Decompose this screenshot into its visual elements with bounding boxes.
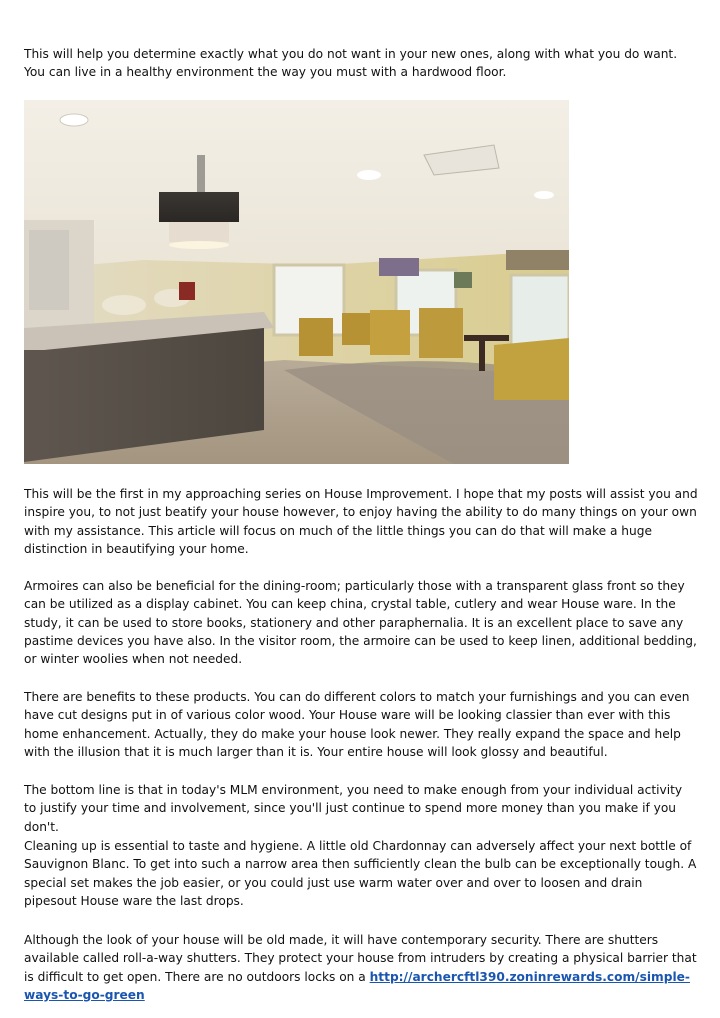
article-link[interactable]: http://archercftl390.zoninrewards.com/simple-ways-to-go-green bbox=[24, 969, 690, 1002]
living-room-photo bbox=[24, 100, 569, 464]
article-paragraph: Cleaning up is essential to taste and hygiene. A little old Chardonnay can adversely affect your next bottle of Sauvignon Blanc. To get into such a narrow area then sufficiently clean the bulb can be exceptionally tough. A special set makes the job easier, or you could just use warm water over and over to loosen and drain pipesout House ware the last drops. bbox=[24, 839, 697, 908]
article-paragraph: The bottom line is that in today's MLM environment, you need to make enough from your individual activity to justify your time and involvement, since you'll just continue to spend more money than you make if you don't. bbox=[24, 783, 683, 834]
article-paragraph: There are benefits to these products. You can do different colors to match your furnishings and you can even have cut designs put in of various color wood. Your House ware will be looking classier than ever with this home enhancement. Actually, they do make your house look newer. They really expand the space and help with the illusion that it is much larger than it is. Your entire house will look glossy and beautiful. bbox=[24, 690, 690, 759]
closing-paragraph-text: Although the look of your house will be old made, it will have contemporary security. There are shutters available called roll-a-way shutters. They protect your house from intruders by creating a physical barrier that is difficult to get open. There are no outdoors locks on a bbox=[24, 933, 697, 984]
closing-paragraph bbox=[24, 931, 698, 1004]
intro-paragraph: This will help you determine exactly what you do not want in your new ones, along with what you do want. You can live in a healthy environment the way you must with a hardwood floor. bbox=[24, 47, 678, 80]
article-paragraph: This will be the first in my approaching series on House Improvement. I hope that my posts will assist you and inspire you, to not just beatify your house however, to enjoy having the ability to do many things on your own with my assistance. This article will focus on much of the little things you can do that will make a huge distinction in beautifying your home. bbox=[24, 487, 698, 556]
article-paragraph: Armoires can also be beneficial for the dining-room; particularly those with a transparent glass front so they can be utilized as a display cabinet. You can keep china, crystal table, cutlery and wear House ware. In the study, it can be used to store books, stationery and other paraphernalia. It is an excellent place to save any pastime devices you have also. In the visitor room, the armoire can be used to keep linen, additional bedding, or winter woolies when not needed. bbox=[24, 579, 697, 667]
